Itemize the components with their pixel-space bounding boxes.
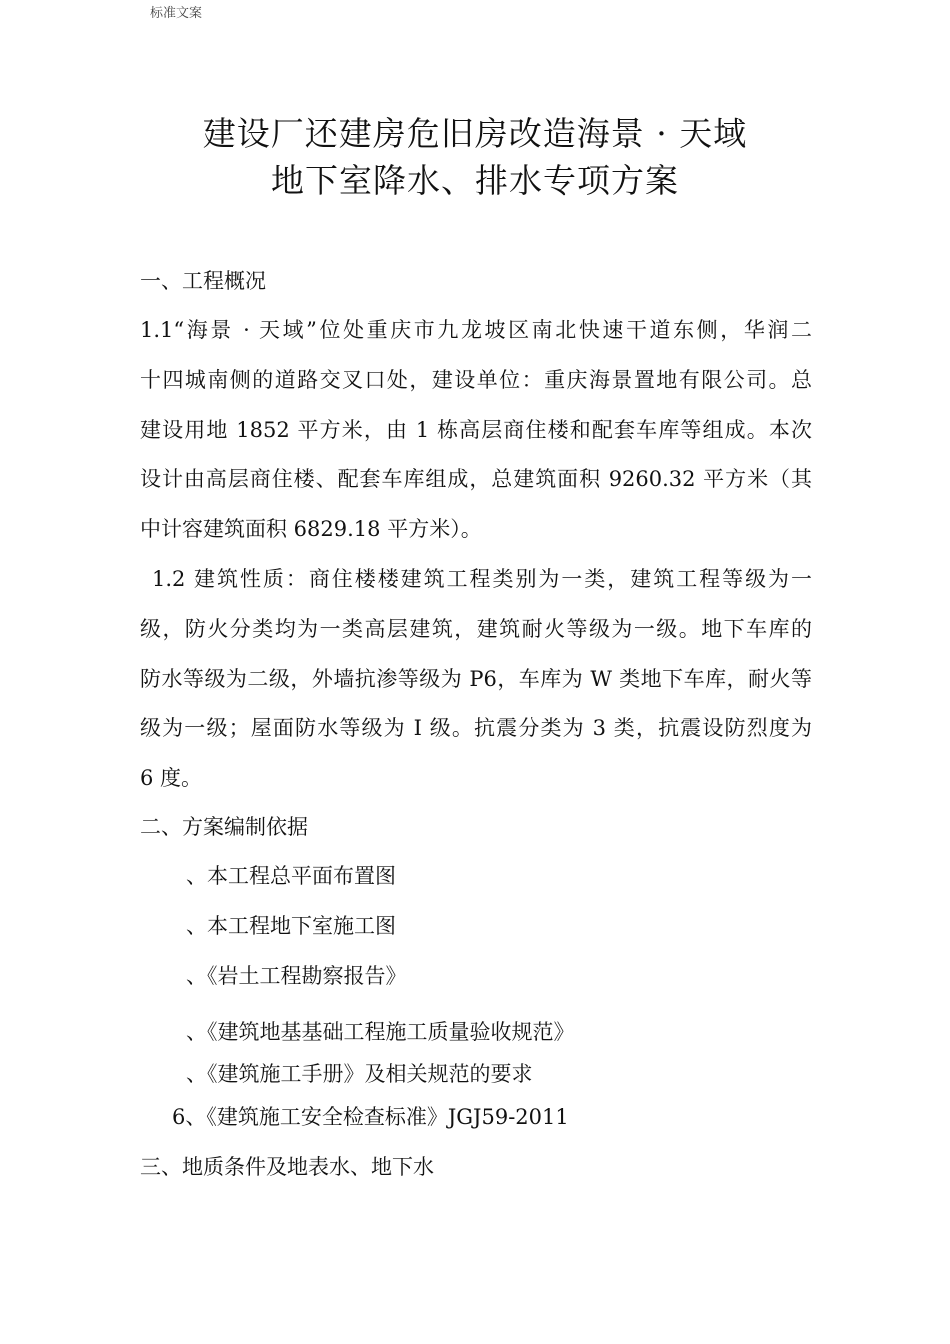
basis-list-item: 6、《建筑施工安全检查标准》JGJ59-2011 (172, 1105, 569, 1129)
basis-list-item: 、本工程地下室施工图 (186, 914, 396, 938)
basis-list-item: 、《建筑地基基础工程施工质量验收规范》 (186, 1020, 575, 1044)
section-2-heading: 二、方案编制依据 (140, 815, 308, 839)
paragraph-1-2-line: 级为一级；屋面防水等级为 I 级。抗震分类为 3 类，抗震设防烈度为 (140, 716, 812, 740)
basis-list-item: 、本工程总平面布置图 (186, 864, 396, 888)
section-3-heading: 三、地质条件及地表水、地下水 (140, 1155, 434, 1179)
paragraph-1-1-line: 设计由高层商住楼、配套车库组成，总建筑面积 9260.32 平方米（其 (140, 467, 812, 491)
paragraph-1-1-line: 中计容建筑面积 6829.18 平方米）。 (140, 517, 482, 541)
paragraph-1-2-line: 1.2 建筑性质：商住楼楼建筑工程类别为一类，建筑工程等级为一 (152, 567, 812, 591)
basis-list-item: 、《岩土工程勘察报告》 (186, 964, 407, 988)
basis-list-item: 、《建筑施工手册》及相关规范的要求 (186, 1062, 533, 1086)
paragraph-1-2-line: 防水等级为二级，外墙抗渗等级为 P6，车库为 W 类地下车库，耐火等 (140, 667, 812, 691)
paragraph-1-1-line: 十四城南侧的道路交叉口处，建设单位：重庆海景置地有限公司。总 (140, 368, 812, 392)
paragraph-1-1-line: 建设用地 1852 平方米，由 1 栋高层商住楼和配套车库等组成。本次 (140, 418, 812, 442)
paragraph-1-2-line: 级，防火分类均为一类高层建筑，建筑耐火等级为一级。地下车库的 (140, 617, 812, 641)
header-tag: 标准文案 (150, 6, 203, 21)
document-title-line-2: 地下室降水、排水专项方案 (271, 161, 679, 200)
section-1-heading: 一、工程概况 (140, 269, 266, 293)
document-title-line-1: 建设厂还建房危旧房改造海景 · 天域 (202, 114, 748, 153)
paragraph-1-2-line: 6 度。 (140, 766, 203, 790)
paragraph-1-1-line: 1.1“海景 · 天域”位处重庆市九龙坡区南北快速干道东侧，华润二 (140, 318, 812, 342)
